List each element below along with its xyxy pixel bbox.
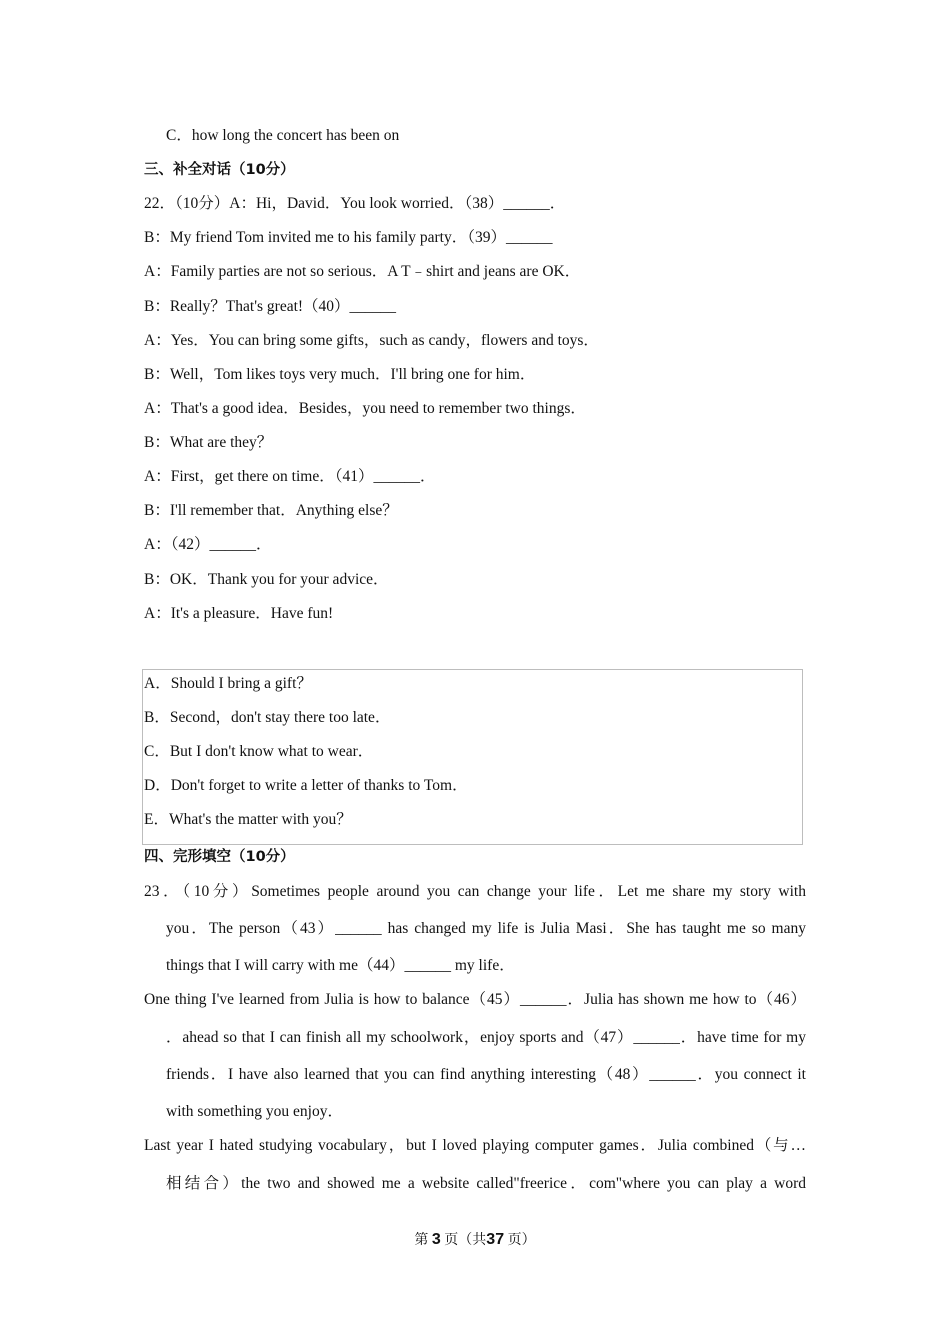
footer-middle: 页（共 <box>444 1233 487 1248</box>
option-b: B．Second，don't stay there too late． <box>144 709 391 726</box>
dialogue-line: A：（42）______． <box>144 536 272 553</box>
passage-line: 相结合）the two and showed me a website called"freerice．com"where you can play a word <box>166 1175 806 1192</box>
dialogue-line: A：Family parties are not so serious．A T﹣shirt and jeans are OK． <box>144 263 581 280</box>
footer-suffix: 页） <box>507 1233 536 1248</box>
current-page-number: 3 <box>431 1231 441 1248</box>
passage-line: you．The person（43）______ has changed my life is Julia Masi．She has taught me so many <box>166 920 806 937</box>
dialogue-line: B：Well，Tom likes toys very much．I'll bring one for him． <box>144 366 536 383</box>
footer-prefix: 第 <box>414 1233 429 1248</box>
dialogue-line: A：It's a pleasure．Have fun! <box>144 605 334 622</box>
dialogue-line: B：OK．Thank you for your advice． <box>144 571 389 588</box>
dialogue-line: B：I'll remember that．Anything else？ <box>144 502 398 519</box>
passage-line: things that I will carry with me（44）______ my life． <box>166 957 515 974</box>
passage-line: with something you enjoy． <box>166 1103 343 1120</box>
passage-line: 23．（10分）Sometimes people around you can change your life．Let me share my story with <box>144 883 806 900</box>
passage-line: ．ahead so that I can finish all my schoolwork，enjoy sports and（47）______．have time for my <box>166 1029 806 1046</box>
dialogue-line: A：That's a good idea．Besides，you need to remember two things． <box>144 400 586 417</box>
total-page-count: 37 <box>486 1231 505 1248</box>
passage-line: Last year I hated studying vocabulary，but I loved playing computer games．Julia combined（与… <box>144 1137 806 1154</box>
page-footer <box>0 1229 950 1249</box>
passage-line: One thing I've learned from Julia is how to balance（45）______．Julia has shown me how to（46） <box>144 991 806 1008</box>
option-a: A．Should I bring a gift？ <box>144 675 312 692</box>
passage-line: friends．I have also learned that you can find anything interesting（48）______．you connect it <box>166 1066 806 1083</box>
dialogue-line: A：Yes．You can bring some gifts，such as candy，flowers and toys． <box>144 332 599 349</box>
option-d: D．Don't forget to write a letter of thanks to Tom． <box>144 777 468 794</box>
question-22-intro: 22．（10分）A：Hi，David．You look worried．（38）______． <box>144 195 566 212</box>
option-c: C．But I don't know what to wear． <box>144 743 374 760</box>
section-4-heading: 四、完形填空（10分） <box>144 849 295 865</box>
dialogue-line: B：My friend Tom invited me to his family party．（39）______ <box>144 229 553 246</box>
dialogue-line: B：Really？That's great!（40）______ <box>144 298 397 315</box>
previous-option-c: C．how long the concert has been on <box>166 127 400 144</box>
section-3-heading: 三、补全对话（10分） <box>144 162 295 178</box>
dialogue-line: B：What are they？ <box>144 434 273 451</box>
dialogue-line: A：First，get there on time．（41）______． <box>144 468 436 485</box>
option-e: E．What's the matter with you？ <box>144 811 352 828</box>
